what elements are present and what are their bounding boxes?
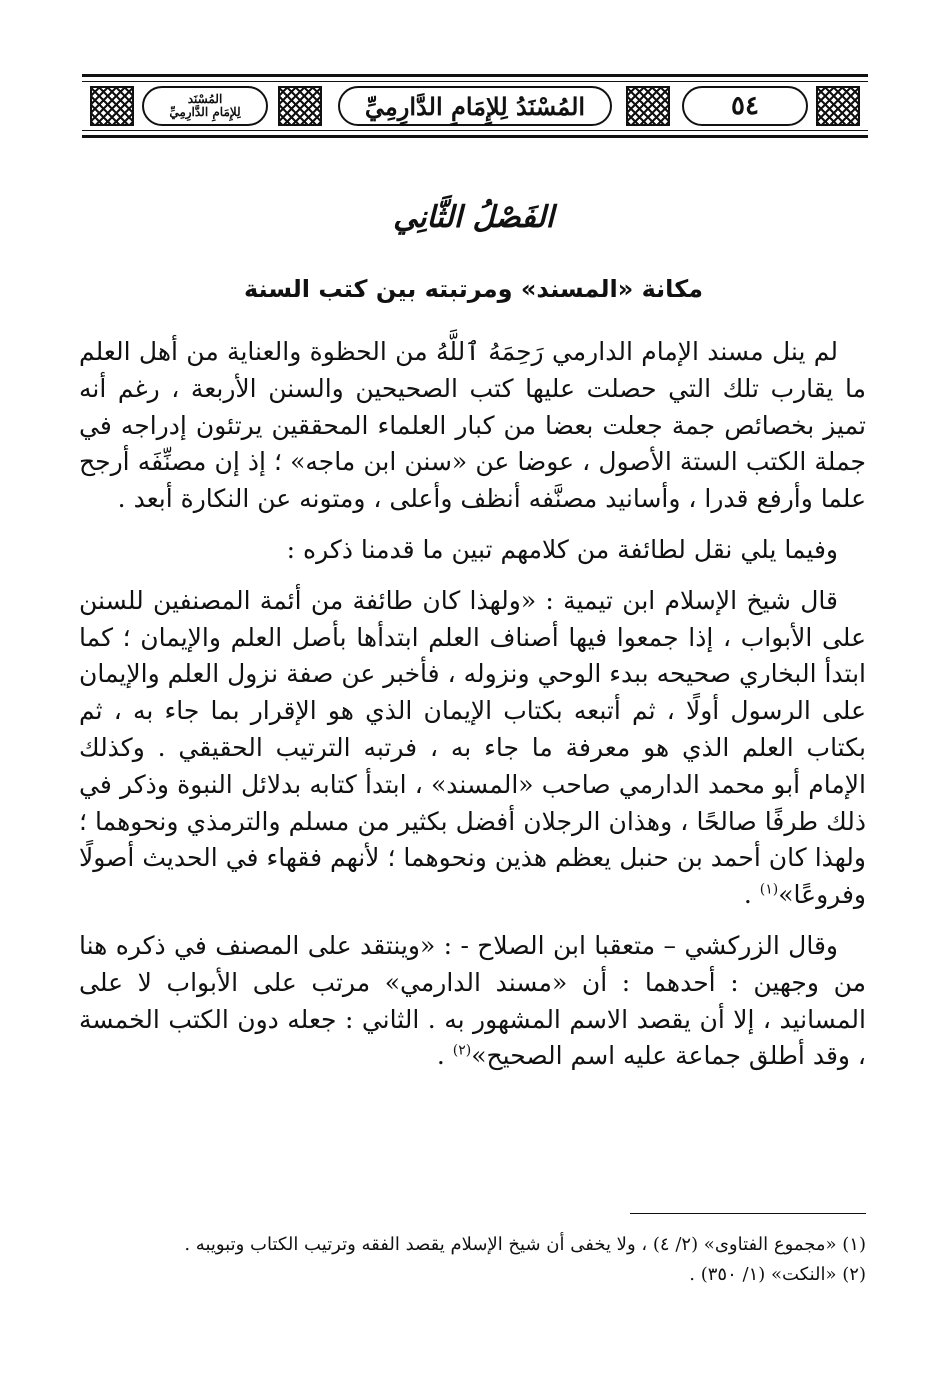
logo-line: المُسْنَد: [187, 92, 223, 106]
footnote: (٢) «النكت» (١/ ٣٥٠) .: [689, 1264, 866, 1285]
footnote-divider: [630, 1213, 866, 1214]
paragraph: قال شيخ الإسلام ابن تيمية : «ولهذا كان طائفة من أئمة المصنفين للسنن على الأبواب ، إذا جمعوا فيها أصناف العلم ابتدأها بأصل العلم والإيمان ؛ كما ابتدأ البخاري صحيحه ببدء الوحي ونزوله ، فأخبر عن صفة نزول العلم والإيمان على الرسول أولًا ، ثم أتبعه بكتاب الإيمان الذي هو الإقرار بما جاء به ، ثم بكتاب العلم الذي هو معرفة ما جاء به ، فرتبه الترتيب الحقيقي . وكذلك الإمام أبو محمد الدارمي صاحب «المسند» ، ابتدأ كتابه بدلائل النبوة وذكر في ذلك طرفًا صالحًا ، وهذان الرجلان أفضل بكثير من مسلم والترمذي ونحوهما ؛ ولهذا كان أحمد بن حنبل يعظم هذين ونحوهما ؛ لأنهم فقهاء في الحديث أصولًا وفروعًا»$^{(١)}$ .: [79, 585, 866, 910]
header-ornament-icon: [278, 86, 322, 126]
paragraph: لم ينل مسند الإمام الدارمي رَحِمَهُ ٱللَّهُ من الحظوة والعناية من أهل العلم ما يقارب تلك التي حصلت عليها كتب الصحيحين والسنن الأربعة ، رغم أنه تميز بخصائص جمة جعلت بعضا من كبار العلماء المحققين يرتئون إدراجه في جملة الكتب الستة الأصول ، عوضا عن «سنن ابن ماجه» ؛ إذ إن مصنِّفَه أرجح علما وأرفع قدرا ، وأسانيد مصنَّفه أنظف وأعلى ، ومتونه عن النكارة أبعد .: [79, 337, 866, 514]
paragraph: وفيما يلي نقل لطائفة من كلامهم تبين ما قدمنا ذكره :: [286, 534, 838, 564]
book-logo: [142, 86, 268, 126]
footnote: (١) «مجموع الفتاوى» (٢/ ٤) ، ولا يخفى أن شيخ الإسلام يقصد الفقه وترتيب الكتاب وتبويبه .: [184, 1234, 866, 1255]
footnotes: [79, 1230, 866, 1290]
header-ornament-icon: [90, 86, 134, 126]
body-text: [79, 334, 866, 1089]
page-number: ٥٤: [731, 91, 759, 121]
page-number-box: [682, 86, 808, 126]
footnote-ref: (٢): [452, 1043, 472, 1060]
running-title-box: [338, 86, 612, 126]
chapter-heading: الفَصْلُ الثَّانِي: [393, 200, 554, 235]
page-header: [82, 74, 868, 138]
header-ornament-icon: [626, 86, 670, 126]
running-title: المُسْنَدُ لِلإِمَامِ الدَّارِمِيِّ: [364, 91, 586, 121]
footnote-ref: (١): [759, 881, 779, 898]
header-ornament-icon: [816, 86, 860, 126]
logo-line: لِلإِمَامِ الدَّارِمِيِّ: [169, 105, 241, 119]
paragraph: وقال الزركشي – متعقبا ابن الصلاح - : «وينتقد على المصنف في ذكره هنا من وجهين : أحدهما : أن «مسند الدارمي» مرتب على الأبواب لا على المسانيد ، إلا أن يقصد الاسم المشهور به . الثاني : جعله دون الكتب الخمسة ، وقد أطلق جماعة عليه اسم الصحيح»$^{(٢)}$ .: [79, 930, 866, 1071]
section-heading: مكانة «المسند» ومرتبته بين كتب السنة: [243, 275, 704, 303]
